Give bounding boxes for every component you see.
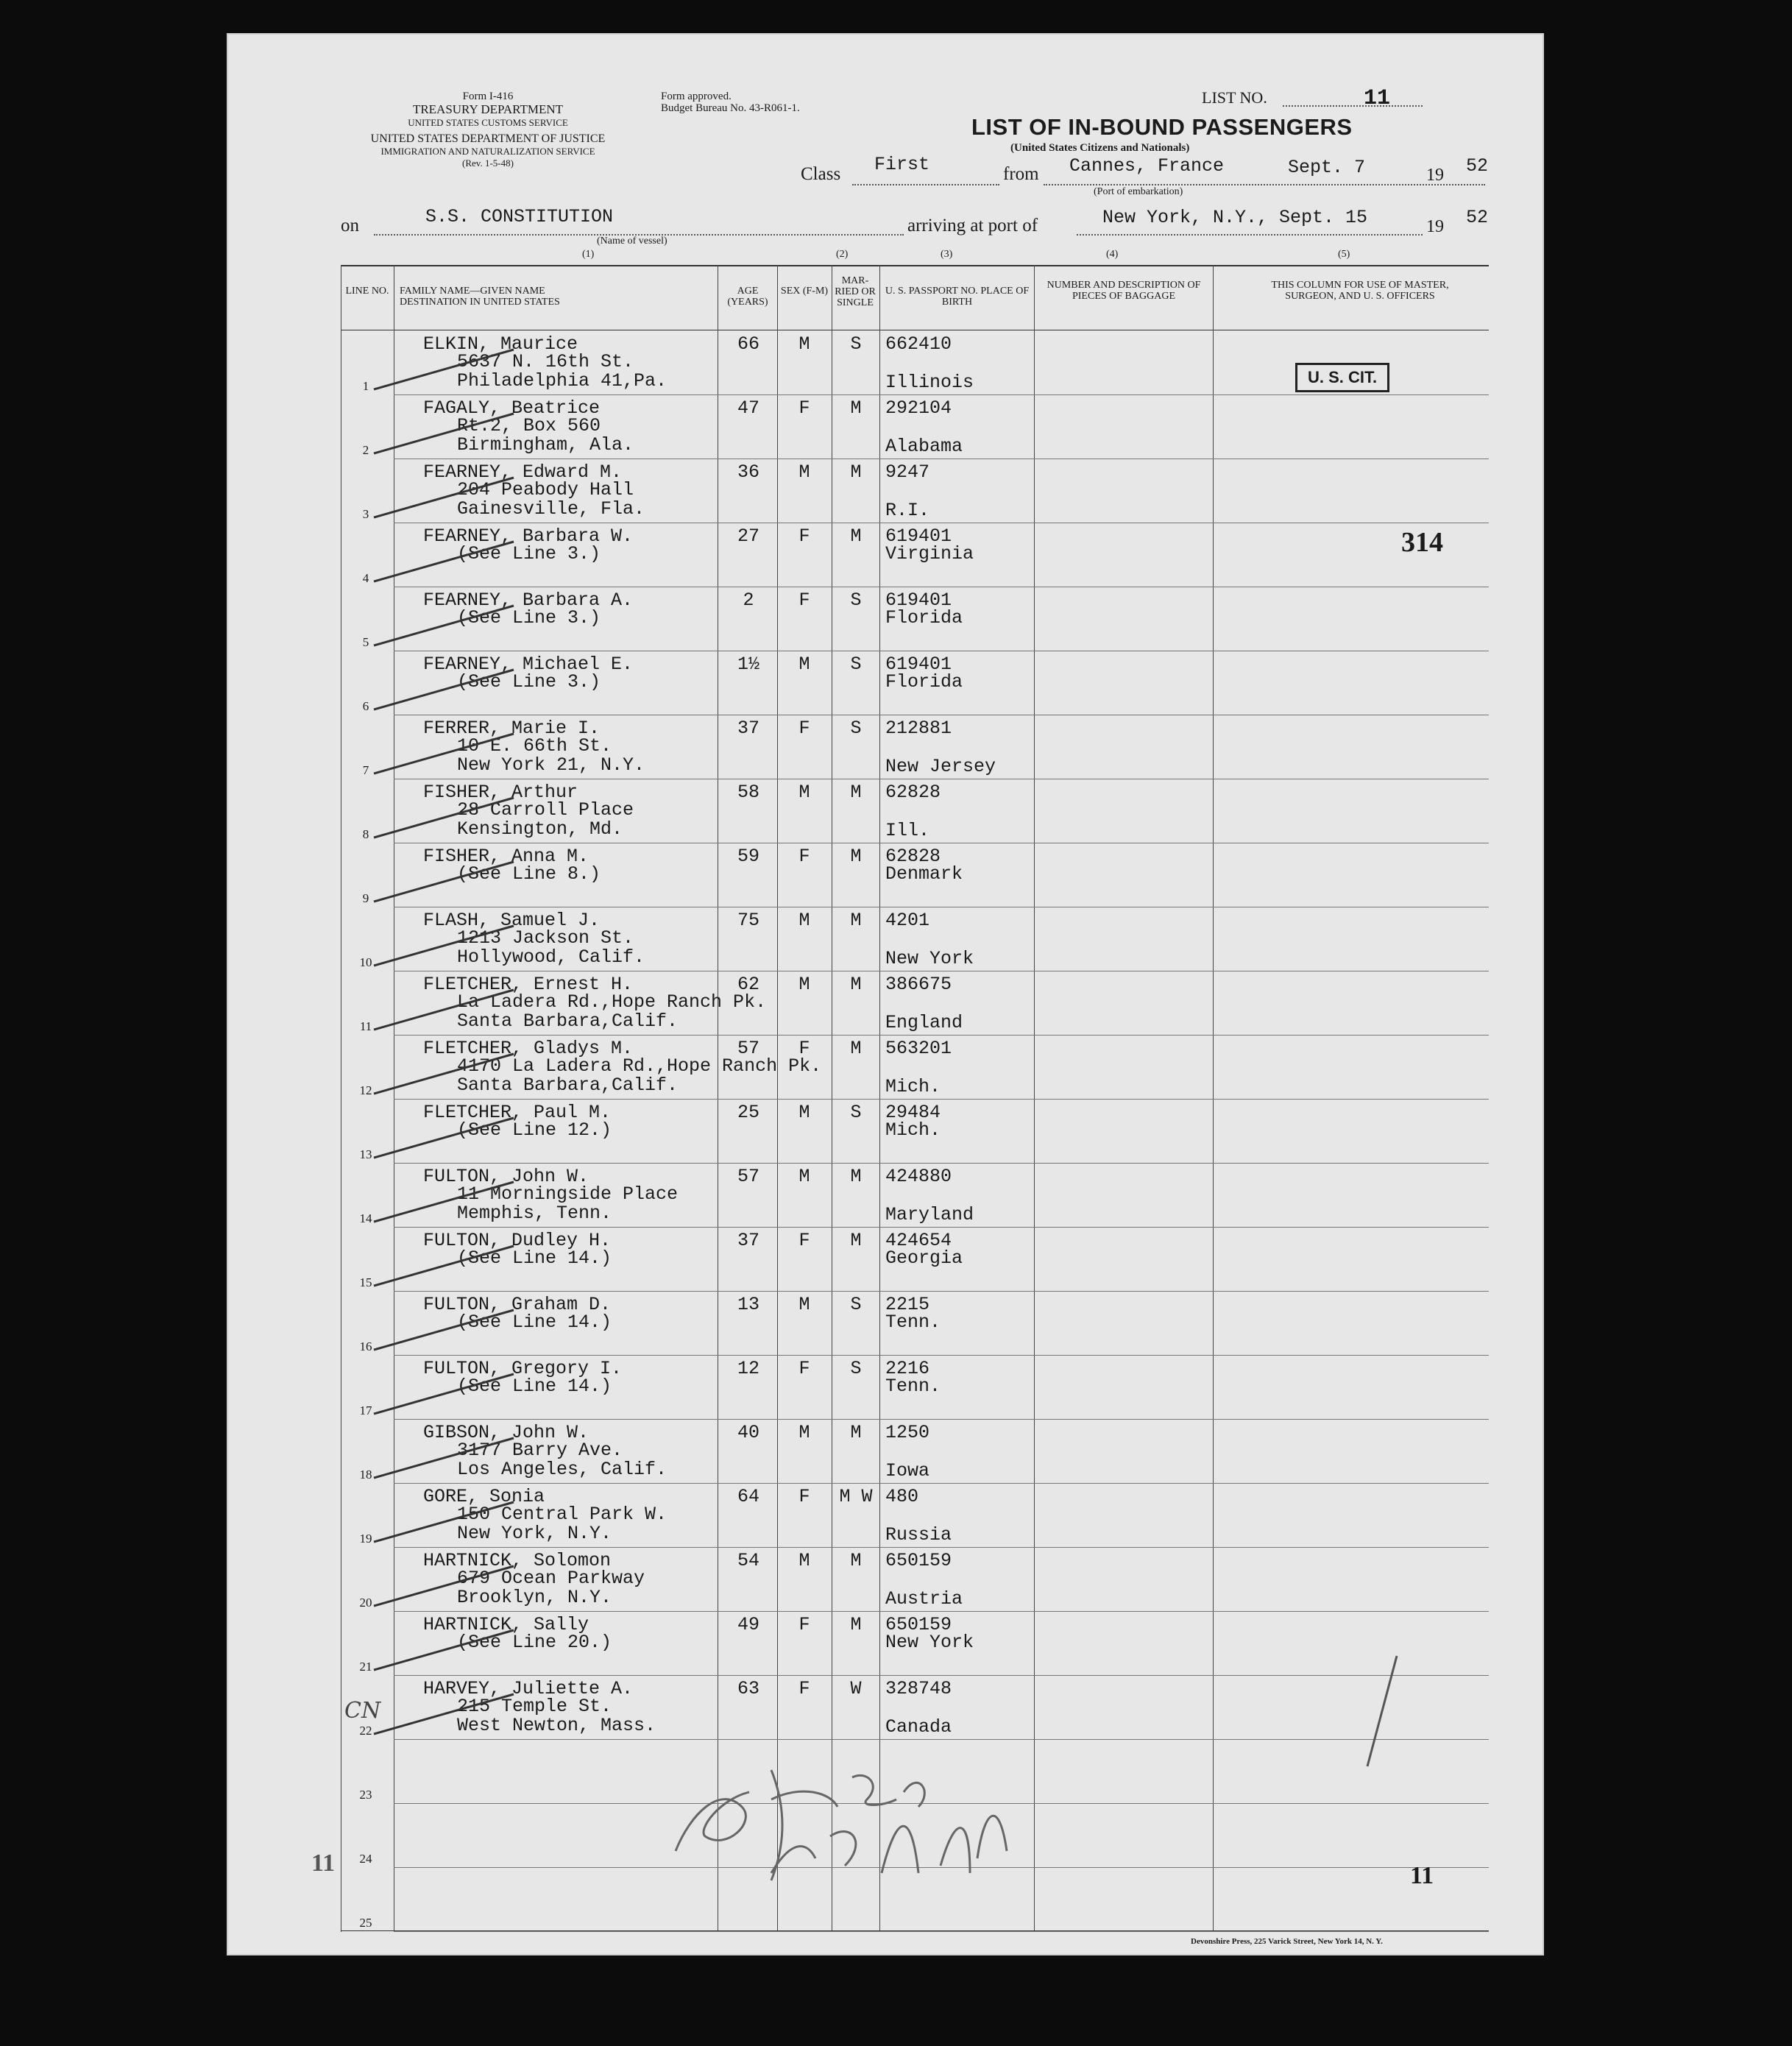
passport-number: 563201: [885, 1038, 952, 1059]
marital-status: M: [850, 1038, 862, 1059]
sex: M: [798, 1550, 810, 1571]
address-line-2: Birmingham, Ala.: [457, 434, 634, 456]
address-line-1: 28 Carroll Place: [457, 799, 634, 821]
line-number: 15: [359, 1275, 372, 1289]
sex: M: [798, 461, 810, 483]
passenger-name: FERRER, Marie I.: [423, 718, 601, 739]
col-header-sex: SEX (F-M): [780, 286, 829, 297]
line-number: 9: [362, 891, 369, 905]
passenger-name: FEARNEY, Barbara W.: [423, 525, 634, 547]
arrival-underline: [1077, 234, 1423, 236]
us-cit-stamp: U. S. CIT.: [1295, 363, 1389, 392]
address-line-1: 5637 N. 16th St.: [457, 351, 634, 372]
tick-mark: [370, 664, 517, 715]
sex: F: [798, 846, 810, 867]
passport-number: 4201: [885, 910, 930, 931]
form-number: Form I-416: [462, 91, 514, 102]
col-header-married: MAR- RIED OR SINGLE: [835, 275, 876, 308]
marital-status: M: [850, 974, 862, 995]
line-number: 23: [359, 1788, 372, 1802]
marital-status: W: [850, 1678, 862, 1699]
margin-note: CN: [344, 1698, 381, 1724]
table-row: [341, 843, 1489, 907]
marital-status: M W: [839, 1486, 873, 1507]
line-number: 22: [359, 1724, 372, 1738]
passport-number: 2215: [885, 1294, 930, 1315]
line-number: 11: [359, 1019, 372, 1033]
embark-date: Sept. 7: [1288, 157, 1366, 178]
passport-number: 62828: [885, 846, 941, 867]
bottom-right-number: 11: [1410, 1862, 1434, 1889]
passenger-name: FAGALY, Beatrice: [423, 397, 601, 419]
tick-mark: [370, 728, 517, 779]
arrival-port: New York, N.Y., Sept. 15: [1102, 207, 1368, 228]
tick-mark: [370, 600, 517, 651]
marital-status: M: [850, 1614, 862, 1635]
line-number: 5: [362, 635, 369, 649]
tick-mark: [370, 1176, 517, 1228]
tick-mark: [370, 1048, 517, 1100]
sex: M: [798, 782, 810, 803]
tick-mark: [370, 1624, 517, 1676]
address-line-2: Los Angeles, Calif.: [457, 1459, 667, 1480]
passenger-name: FULTON, Dudley H.: [423, 1230, 612, 1251]
marital-status: M: [850, 397, 862, 419]
age: 12: [737, 1358, 759, 1379]
embark-port: Cannes, France: [1069, 155, 1225, 177]
passenger-name: GORE, Sonia: [423, 1486, 545, 1507]
passenger-name: FISHER, Arthur: [423, 782, 578, 803]
col-header-officers: THIS COLUMN FOR USE OF MASTER, SURGEON, AND U. S. OFFICERS: [1271, 280, 1449, 302]
tick-mark: [370, 1304, 517, 1356]
passport-number: 424880: [885, 1166, 952, 1187]
marital-status: M: [850, 525, 862, 547]
passenger-name: FULTON, John W.: [423, 1166, 589, 1187]
sex: M: [798, 333, 810, 355]
place-of-birth: Mich.: [885, 1076, 941, 1097]
passenger-name: FEARNEY, Barbara A.: [423, 590, 634, 611]
form-approved: Form approved.: [661, 91, 732, 102]
age: 75: [737, 910, 759, 931]
sex: F: [798, 590, 810, 611]
place-of-birth: New York: [885, 1632, 974, 1653]
col-header-passport: U. S. PASSPORT NO. PLACE OF BIRTH: [885, 286, 1030, 308]
marital-status: S: [850, 1102, 862, 1123]
table-row: [341, 1484, 1489, 1548]
sex: F: [798, 1038, 810, 1059]
tick-mark: [370, 1112, 517, 1164]
manifest-title: LIST OF IN-BOUND PASSENGERS: [971, 114, 1353, 140]
age: 57: [737, 1166, 759, 1187]
passport-number: 2216: [885, 1358, 930, 1379]
age: 2: [743, 590, 754, 611]
passenger-manifest-page: [227, 33, 1544, 1955]
address-line-1: 150 Central Park W.: [457, 1504, 667, 1525]
place-of-birth: Russia: [885, 1524, 952, 1546]
passport-number: 650159: [885, 1614, 952, 1635]
place-of-birth: Mich.: [885, 1119, 941, 1141]
age: 36: [737, 461, 759, 483]
marital-status: M: [850, 461, 862, 483]
passenger-table: [341, 265, 1489, 1932]
table-row: [341, 523, 1489, 587]
line-number: 6: [362, 699, 369, 713]
manifest-subtitle: (United States Citizens and Nationals): [1010, 142, 1190, 154]
passport-number: 619401: [885, 654, 952, 675]
col-header-line: LINE NO.: [345, 286, 389, 297]
age: 37: [737, 718, 759, 739]
place-of-birth: R.I.: [885, 500, 930, 521]
marital-status: M: [850, 1550, 862, 1571]
place-of-birth: Ill.: [885, 820, 930, 841]
ins-name: IMMIGRATION AND NATURALIZATION SERVICE: [380, 146, 595, 157]
table-row: [341, 459, 1489, 523]
class-underline: [852, 184, 999, 185]
age: 47: [737, 397, 759, 419]
passenger-name: FLETCHER, Paul M.: [423, 1102, 612, 1123]
table-row: [341, 779, 1489, 843]
marital-status: M: [850, 782, 862, 803]
bottom-left-number: 11: [311, 1849, 336, 1877]
marital-status: S: [850, 1294, 862, 1315]
age: 1½: [737, 654, 759, 675]
line-number: 14: [359, 1211, 372, 1225]
passport-number: 424654: [885, 1230, 952, 1251]
place-of-birth: Maryland: [885, 1204, 974, 1225]
passenger-name: FISHER, Anna M.: [423, 846, 589, 867]
sex: M: [798, 974, 810, 995]
year-prefix-2: 19: [1426, 217, 1444, 236]
address-line-1: (See Line 3.): [457, 607, 601, 629]
tick-mark: [370, 344, 517, 395]
col-num-5: (5): [1338, 249, 1350, 260]
passport-number: 29484: [885, 1102, 941, 1123]
tick-mark: [370, 408, 517, 459]
place-of-birth: New Jersey: [885, 756, 996, 777]
table-row: [341, 1100, 1489, 1164]
age: 62: [737, 974, 759, 995]
tick-mark: [370, 1688, 517, 1740]
passenger-name: ELKIN, Maurice: [423, 333, 578, 355]
passenger-name: HARTNICK, Sally: [423, 1614, 589, 1635]
sex: F: [798, 1614, 810, 1635]
place-of-birth: Florida: [885, 607, 963, 629]
age: 66: [737, 333, 759, 355]
table-top-rule: [341, 265, 1489, 266]
tick-mark: [370, 1240, 517, 1292]
sex: F: [798, 718, 810, 739]
line-number: 7: [362, 763, 369, 777]
tick-mark: [370, 472, 517, 523]
marital-status: M: [850, 1422, 862, 1443]
address-line-1: (See Line 3.): [457, 543, 601, 564]
col-num-1: (1): [582, 249, 595, 260]
address-line-2: New York 21, N.Y.: [457, 754, 645, 776]
table-row: [341, 395, 1489, 459]
age: 57: [737, 1038, 759, 1059]
port-embark-label: (Port of embarkation): [1094, 186, 1183, 197]
address-line-2: Kensington, Md.: [457, 818, 623, 840]
address-line-1: 10 E. 66th St.: [457, 735, 612, 757]
address-line-1: La Ladera Rd.,Hope Ranch Pk.: [457, 991, 767, 1013]
class-label: Class: [801, 164, 841, 184]
table-row: [341, 587, 1489, 651]
passport-number: 480: [885, 1486, 919, 1507]
table-row: [341, 651, 1489, 715]
place-of-birth: Tenn.: [885, 1312, 941, 1333]
passport-number: 386675: [885, 974, 952, 995]
sex: M: [798, 1102, 810, 1123]
tick-mark: [370, 1560, 517, 1612]
age: 58: [737, 782, 759, 803]
passenger-name: FULTON, Graham D.: [423, 1294, 612, 1315]
tick-mark: [370, 856, 517, 907]
table-row: [341, 907, 1489, 971]
passport-number: 650159: [885, 1550, 952, 1571]
passenger-name: FEARNEY, Michael E.: [423, 654, 634, 675]
col-header-age: AGE (YEARS): [727, 286, 768, 308]
col-num-4: (4): [1106, 249, 1119, 260]
passenger-name: FULTON, Gregory I.: [423, 1358, 623, 1379]
address-line-1: (See Line 12.): [457, 1119, 612, 1141]
justice-dept: UNITED STATES DEPARTMENT OF JUSTICE: [370, 132, 606, 145]
year-2: 52: [1466, 207, 1489, 228]
passenger-name: HARTNICK, Solomon: [423, 1550, 612, 1571]
table-row: [341, 1612, 1489, 1676]
address-line-1: (See Line 8.): [457, 863, 601, 885]
address-line-2: Philadelphia 41,Pa.: [457, 370, 667, 392]
printer-line: Devonshire Press, 225 Varick Street, New York 14, N. Y.: [1191, 1937, 1383, 1946]
line-number: 18: [359, 1468, 372, 1482]
sex: M: [798, 910, 810, 931]
passenger-name: FLASH, Samuel J.: [423, 910, 601, 931]
budget-bureau: Budget Bureau No. 43-R061-1.: [661, 102, 800, 114]
place-of-birth: Florida: [885, 671, 963, 693]
passenger-name: FLETCHER, Ernest H.: [423, 974, 634, 995]
line-number: 25: [359, 1916, 372, 1930]
passenger-name: FLETCHER, Gladys M.: [423, 1038, 634, 1059]
age: 63: [737, 1678, 759, 1699]
line-number: 3: [362, 507, 369, 521]
col-num-3: (3): [941, 249, 953, 260]
treasury-dept: TREASURY DEPARTMENT: [412, 102, 564, 116]
sex: F: [798, 1486, 810, 1507]
line-number: 16: [359, 1339, 372, 1353]
year-prefix-1: 19: [1426, 166, 1444, 185]
table-row: [341, 1356, 1489, 1420]
address-line-1: (See Line 14.): [457, 1247, 612, 1269]
table-row: [341, 971, 1489, 1036]
place-of-birth: Alabama: [885, 436, 963, 457]
place-of-birth: New York: [885, 948, 974, 969]
address-line-2: West Newton, Mass.: [457, 1715, 656, 1736]
age: 49: [737, 1614, 759, 1635]
address-line-2: Santa Barbara,Calif.: [457, 1075, 679, 1096]
sex: F: [798, 1358, 810, 1379]
sex: M: [798, 1294, 810, 1315]
age: 27: [737, 525, 759, 547]
address-line-1: 3177 Barry Ave.: [457, 1440, 623, 1461]
marital-status: S: [850, 654, 862, 675]
sex: M: [798, 1166, 810, 1187]
sex: F: [798, 397, 810, 419]
address-line-2: Memphis, Tenn.: [457, 1203, 612, 1224]
arriving-label: arriving at port of: [907, 216, 1038, 236]
line-number: 8: [362, 827, 369, 841]
passport-number: 212881: [885, 718, 952, 739]
address-line-1: 11 Morningside Place: [457, 1183, 679, 1205]
marital-status: M: [850, 1166, 862, 1187]
place-of-birth: Canada: [885, 1716, 952, 1738]
address-line-1: 215 Temple St.: [457, 1696, 612, 1717]
table-row: [341, 1548, 1489, 1612]
sex: F: [798, 525, 810, 547]
address-line-1: (See Line 3.): [457, 671, 601, 693]
age: 64: [737, 1486, 759, 1507]
table-row: [341, 1420, 1489, 1484]
check-mark: [1360, 1652, 1404, 1770]
table-row: [341, 715, 1489, 779]
address-line-1: (See Line 14.): [457, 1312, 612, 1333]
list-no-value: 11: [1364, 86, 1391, 111]
age: 25: [737, 1102, 759, 1123]
marital-status: M: [850, 1230, 862, 1251]
line-number: 12: [359, 1083, 372, 1097]
marital-status: M: [850, 910, 862, 931]
tick-mark: [370, 984, 517, 1036]
address-line-2: Hollywood, Calif.: [457, 946, 645, 968]
place-of-birth: Illinois: [885, 372, 974, 393]
passport-number: 9247: [885, 461, 930, 483]
passport-number: 662410: [885, 333, 952, 355]
place-of-birth: Georgia: [885, 1247, 963, 1269]
place-of-birth: Iowa: [885, 1460, 930, 1482]
address-line-1: 4170 La Ladera Rd.,Hope Ranch Pk.: [457, 1055, 822, 1077]
tick-mark: [370, 1496, 517, 1548]
table-row: [341, 1228, 1489, 1292]
tick-mark: [370, 792, 517, 843]
address-line-2: Gainesville, Fla.: [457, 498, 645, 520]
table-row: [341, 1164, 1489, 1228]
marital-status: M: [850, 846, 862, 867]
address-line-1: 204 Peabody Hall: [457, 479, 634, 500]
line-number: 21: [359, 1660, 372, 1674]
list-no-underline: [1283, 105, 1423, 107]
line-number: 13: [359, 1147, 372, 1161]
place-of-birth: Tenn.: [885, 1376, 941, 1397]
place-of-birth: Denmark: [885, 863, 963, 885]
table-row: [341, 1292, 1489, 1356]
customs-service: UNITED STATES CUSTOMS SERVICE: [408, 117, 568, 128]
age: 54: [737, 1550, 759, 1571]
sex: F: [798, 1230, 810, 1251]
line-number: 4: [362, 571, 369, 585]
from-label: from: [1003, 164, 1039, 184]
tick-mark: [370, 1368, 517, 1420]
line-number: 19: [359, 1532, 372, 1546]
col-num-2: (2): [836, 249, 849, 260]
line-number: 24: [359, 1852, 372, 1866]
table-row: [341, 1036, 1489, 1100]
vessel-name: S.S. CONSTITUTION: [425, 206, 614, 227]
passport-number: 1250: [885, 1422, 930, 1443]
line-number: 2: [362, 443, 369, 457]
passenger-name: GIBSON, John W.: [423, 1422, 589, 1443]
address-line-1: 679 Ocean Parkway: [457, 1568, 645, 1589]
sex: M: [798, 654, 810, 675]
line-number: 10: [359, 955, 372, 969]
address-line-2: New York, N.Y.: [457, 1523, 612, 1544]
page-number-stamp: 314: [1401, 527, 1443, 558]
passport-number: 328748: [885, 1678, 952, 1699]
age: 59: [737, 846, 759, 867]
marital-status: S: [850, 333, 862, 355]
col-header-baggage: NUMBER AND DESCRIPTION OF PIECES OF BAGGAGE: [1046, 280, 1201, 302]
line-number: 20: [359, 1596, 372, 1610]
row-rule: [394, 1931, 1489, 1932]
tick-mark: [370, 536, 517, 587]
line-number: 1: [362, 379, 369, 393]
address-line-1: 1213 Jackson St.: [457, 927, 634, 949]
year-1: 52: [1466, 155, 1489, 177]
place-of-birth: Virginia: [885, 543, 974, 564]
passenger-name: HARVEY, Juliette A.: [423, 1678, 634, 1699]
sex: M: [798, 1422, 810, 1443]
place-of-birth: Austria: [885, 1588, 963, 1610]
age: 37: [737, 1230, 759, 1251]
address-line-1: (See Line 14.): [457, 1376, 612, 1397]
tick-mark: [370, 920, 517, 971]
address-line-2: Santa Barbara,Calif.: [457, 1010, 679, 1032]
place-of-birth: England: [885, 1012, 963, 1033]
passport-number: 292104: [885, 397, 952, 419]
marital-status: S: [850, 590, 862, 611]
age: 40: [737, 1422, 759, 1443]
marital-status: S: [850, 718, 862, 739]
class-value: First: [874, 154, 930, 175]
rev-date: (Rev. 1-5-48): [462, 157, 514, 169]
vessel-label: (Name of vessel): [597, 236, 667, 247]
line-number: 17: [359, 1403, 372, 1417]
passport-number: 619401: [885, 590, 952, 611]
from-underline: [1044, 184, 1485, 185]
passenger-name: FEARNEY, Edward M.: [423, 461, 623, 483]
age: 13: [737, 1294, 759, 1315]
on-label: on: [341, 216, 359, 236]
handwritten-signature: [661, 1726, 1044, 1888]
passport-number: 619401: [885, 525, 952, 547]
address-line-1: Rt.2, Box 560: [457, 415, 601, 436]
col-header-name: FAMILY NAME—GIVEN NAME DESTINATION IN UNITED STATES: [400, 286, 560, 308]
sex: F: [798, 1678, 810, 1699]
address-line-1: (See Line 20.): [457, 1632, 612, 1653]
marital-status: S: [850, 1358, 862, 1379]
address-line-2: Brooklyn, N.Y.: [457, 1587, 612, 1608]
passport-number: 62828: [885, 782, 941, 803]
tick-mark: [370, 1432, 517, 1484]
list-no-label: LIST NO.: [1202, 88, 1267, 107]
